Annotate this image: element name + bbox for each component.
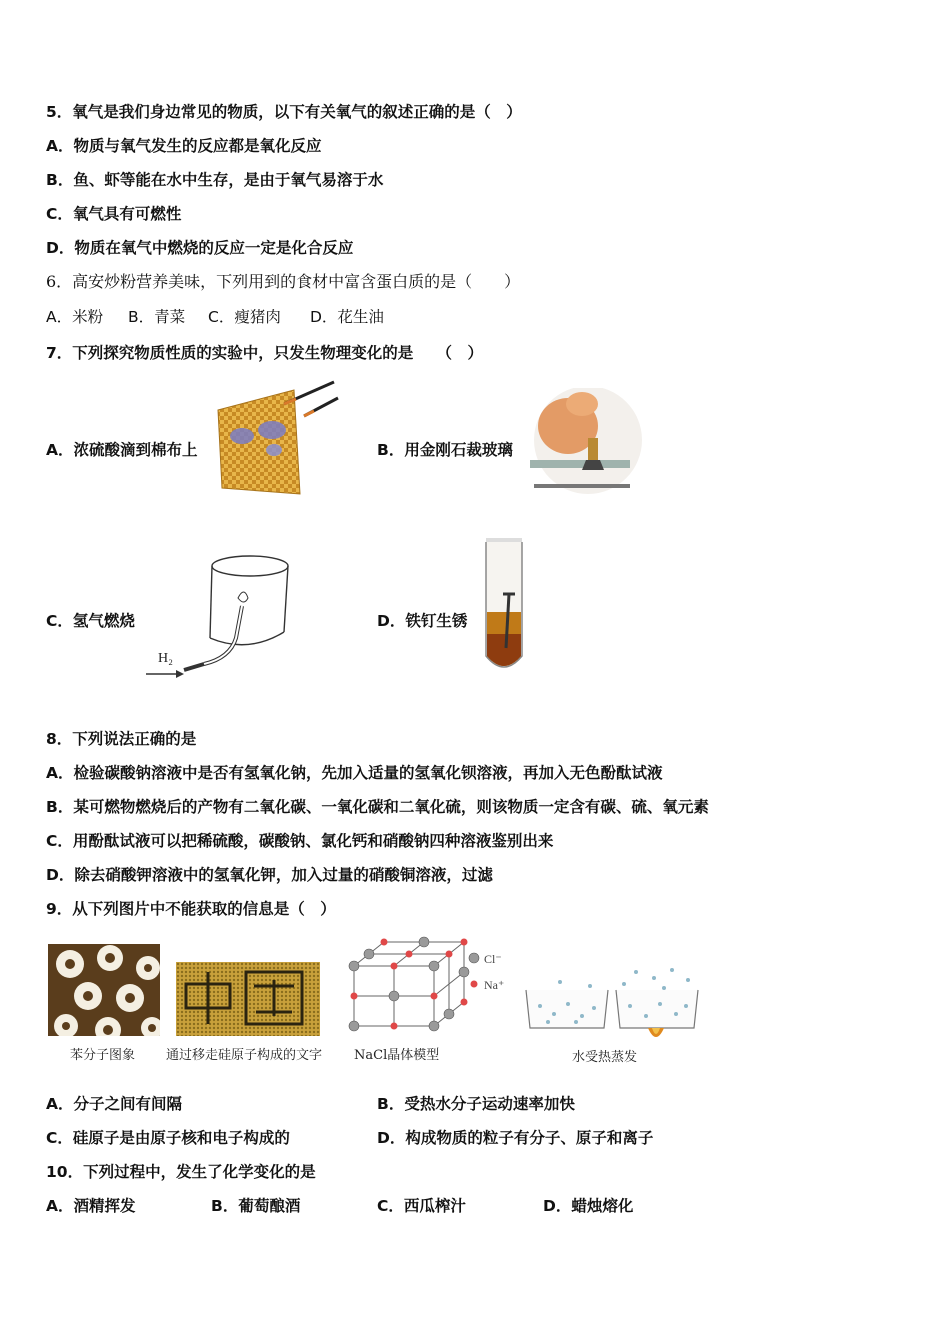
q5-option-a: A．物质与氧气发生的反应都是氧化反应 bbox=[46, 137, 322, 155]
q8-option-c: C．用酚酞试液可以把稀硫酸，碳酸钠、氯化钙和硝酸钠四种溶液鉴别出来 bbox=[46, 832, 554, 850]
q8-option-a: A．检验碳酸钠溶液中是否有氢氧化钠，先加入适量的氢氧化钡溶液，再加入无色酚酞试液 bbox=[46, 764, 663, 782]
q6-option-a: A．米粉 bbox=[46, 308, 104, 326]
water-evaporation-image bbox=[520, 964, 700, 1046]
q10-option-b: B．葡萄酿酒 bbox=[211, 1197, 301, 1215]
q5-option-b: B．鱼、虾等能在水中生存，是由于氧气易溶于水 bbox=[46, 171, 384, 189]
q7-option-d: D．铁钉生锈 bbox=[377, 612, 468, 630]
q9-option-c: C．硅原子是由原子核和电子构成的 bbox=[46, 1129, 290, 1147]
q5-option-c: C．氧气具有可燃性 bbox=[46, 205, 182, 223]
q7-option-a: A．浓硫酸滴到棉布上 bbox=[46, 441, 198, 459]
caption-evaporation: 水受热蒸发 bbox=[572, 1050, 638, 1065]
q6-option-b: B．青菜 bbox=[128, 308, 186, 326]
caption-nacl: NaCl晶体模型 bbox=[354, 1048, 440, 1063]
cotton-cloth-acid-image bbox=[212, 376, 340, 498]
q7-option-c: C．氢气燃烧 bbox=[46, 612, 135, 630]
question-9-stem: 9．从下列图片中不能获取的信息是（ ） bbox=[46, 900, 336, 918]
q9-option-d: D．构成物质的粒子有分子、原子和离子 bbox=[377, 1129, 654, 1147]
caption-silicon: 通过移走硅原子构成的文字 bbox=[166, 1048, 323, 1063]
q10-option-d: D．蜡烛熔化 bbox=[543, 1197, 634, 1215]
q8-option-d: D．除去硝酸钾溶液中的氢氧化钾，加入过量的硝酸铜溶液，过滤 bbox=[46, 866, 493, 884]
cl-ion-label: Cl⁻ bbox=[484, 952, 502, 966]
h2-label: H₂ bbox=[158, 651, 173, 666]
q9-option-b: B．受热水分子运动速率加快 bbox=[377, 1095, 575, 1113]
q7-option-b: B．用金刚石裁玻璃 bbox=[377, 441, 513, 459]
iron-nail-rust-image bbox=[476, 538, 532, 680]
hydrogen-burning-image bbox=[140, 552, 300, 684]
diamond-cutting-glass-image bbox=[528, 388, 648, 496]
q10-option-a: A．酒精挥发 bbox=[46, 1197, 136, 1215]
q10-option-c: C．西瓜榨汁 bbox=[377, 1197, 466, 1215]
nacl-crystal-model-image bbox=[344, 936, 514, 1042]
question-6-stem: 6．高安炒粉营养美味，下列用到的食材中富含蛋白质的是（ ） bbox=[46, 272, 521, 291]
na-ion-label: Na⁺ bbox=[484, 978, 505, 992]
q6-option-d: D．花生油 bbox=[310, 308, 384, 326]
question-8-stem: 8．下列说法正确的是 bbox=[46, 730, 197, 748]
question-5-stem: 5．氧气是我们身边常见的物质，以下有关氧气的叙述正确的是（ ） bbox=[46, 103, 522, 121]
question-7-stem: 7．下列探究物质性质的实验中，只发生物理变化的是 （ ） bbox=[46, 344, 484, 362]
q9-option-a: A．分子之间有间隔 bbox=[46, 1095, 182, 1113]
q6-option-c: C．瘦猪肉 bbox=[208, 308, 281, 326]
benzene-molecule-image bbox=[48, 944, 160, 1036]
caption-benzene: 苯分子图象 bbox=[70, 1048, 136, 1063]
silicon-atoms-text-image bbox=[176, 962, 320, 1036]
q8-option-b: B．某可燃物燃烧后的产物有二氧化碳、一氧化碳和二氧化硫，则该物质一定含有碳、硫、氧元素 bbox=[46, 798, 709, 816]
question-10-stem: 10．下列过程中，发生了化学变化的是 bbox=[46, 1163, 316, 1181]
q5-option-d: D．物质在氧气中燃烧的反应一定是化合反应 bbox=[46, 239, 354, 257]
